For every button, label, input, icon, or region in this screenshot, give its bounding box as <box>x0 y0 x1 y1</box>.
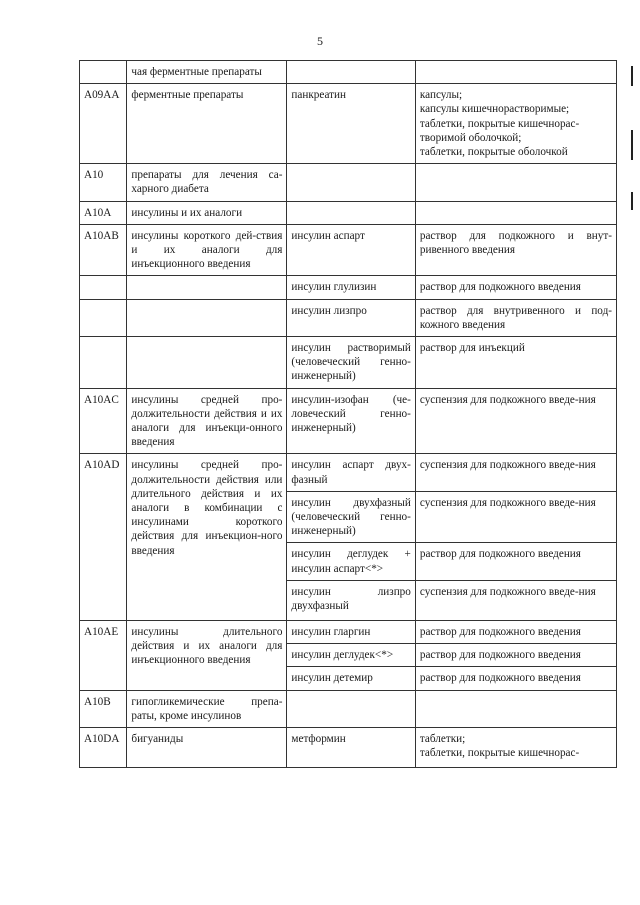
drug-name-cell <box>287 164 415 201</box>
group-cell <box>127 299 287 336</box>
table-row <box>80 61 617 84</box>
dosage-form-cell: суспензия для подкожного введе-ния <box>415 580 616 620</box>
drug-name-cell: инсулин растворимый (человеческий генно-инженерный) <box>287 337 415 389</box>
dosage-form-cell <box>415 727 616 767</box>
atc-code-cell: A10A <box>80 201 127 224</box>
group-cell <box>127 337 287 389</box>
dosage-form: таблетки; <box>419 732 466 745</box>
group-cell: инсулины длительного действия и их аналоги для инъекционного введения <box>127 620 287 690</box>
dosage-form-cell: раствор для подкожного и внут-ривенного введения <box>415 224 616 276</box>
drug-name-cell <box>287 201 415 224</box>
dosage-form-cell: суспензия для подкожного введе-ния <box>415 491 616 543</box>
atc-code-cell <box>80 276 127 299</box>
drug-name-cell: инсулин гларгин <box>287 620 415 643</box>
group-cell: инсулины и их аналоги <box>127 201 287 224</box>
dosage-form: капсулы; <box>419 89 463 102</box>
drug-name-cell: инсулин аспарт <box>287 224 415 276</box>
atc-code-cell <box>80 299 127 336</box>
dosage-form-cell <box>415 61 616 84</box>
medicines-table <box>79 60 617 768</box>
drug-name-cell: инсулин деглудек<*> <box>287 644 415 667</box>
dosage-form: творимой оболочкой; <box>419 131 522 144</box>
drug-name-cell <box>287 690 415 727</box>
dosage-form-cell: раствор для подкожного введения <box>415 667 616 690</box>
dosage-form: таблетки, покрытые кишечнорас- <box>419 747 580 760</box>
dosage-form-cell: суспензия для подкожного введе-ния <box>415 454 616 491</box>
group-cell: гипогликемические препа-раты, кроме инсулинов <box>127 690 287 727</box>
dosage-form-cell <box>415 84 616 164</box>
dosage-form: таблетки, покрытые оболочкой <box>419 146 568 159</box>
atc-code-cell <box>80 61 127 84</box>
atc-code-cell: A10AE <box>80 620 127 690</box>
group-cell: бигуаниды <box>127 727 287 767</box>
dosage-form-cell: раствор для подкожного введения <box>415 620 616 643</box>
atc-code-cell: A10AB <box>80 224 127 276</box>
table-row <box>80 201 617 224</box>
drug-name-cell: инсулин глулизин <box>287 276 415 299</box>
page-number: 5 <box>317 34 323 48</box>
dosage-form-cell: раствор для подкожного введения <box>415 276 616 299</box>
group-cell: инсулины короткого дей-ствия и их аналоги для инъекционного введения <box>127 224 287 276</box>
table-row <box>80 276 617 299</box>
table-row <box>80 454 617 491</box>
group-cell: чая ферментные препараты <box>127 61 287 84</box>
table-row <box>80 388 617 454</box>
atc-code-cell: A10DA <box>80 727 127 767</box>
drug-name-cell: инсулин-изофан (че-ловеческий генно-инженерный) <box>287 388 415 454</box>
table-row <box>80 164 617 201</box>
table-row <box>80 620 617 643</box>
dosage-form-cell: раствор для подкожного введения <box>415 644 616 667</box>
group-cell: инсулины средней про-должительности действия или длительного действия и их аналоги в комбинации с инсулинами короткого действия для инъекцион-ного введения <box>127 454 287 620</box>
drug-name-cell: инсулин детемир <box>287 667 415 690</box>
drug-name-cell: инсулин двухфазный (человеческий генно-инженерный) <box>287 491 415 543</box>
margin-mark <box>631 192 633 210</box>
margin-mark <box>631 130 633 160</box>
drug-name-cell: инсулин аспарт двух-фазный <box>287 454 415 491</box>
dosage-form-cell <box>415 164 616 201</box>
table-row <box>80 84 617 164</box>
drug-name-cell <box>287 61 415 84</box>
table-row <box>80 690 617 727</box>
drug-name-cell: панкреатин <box>287 84 415 164</box>
atc-code-cell: A10AD <box>80 454 127 620</box>
dosage-form-cell: раствор для подкожного введения <box>415 543 616 580</box>
drug-name-cell: метформин <box>287 727 415 767</box>
atc-code-cell: A09AA <box>80 84 127 164</box>
dosage-form: таблетки, покрытые кишечнорас- <box>419 117 580 130</box>
dosage-form-cell: раствор для внутривенного и под-кожного введения <box>415 299 616 336</box>
table-row <box>80 727 617 767</box>
atc-code-cell <box>80 337 127 389</box>
table-row <box>80 337 617 389</box>
drug-name-cell: инсулин лизпро двухфазный <box>287 580 415 620</box>
dosage-form-cell <box>415 201 616 224</box>
group-cell: препараты для лечения са-харного диабета <box>127 164 287 201</box>
atc-code-cell: A10B <box>80 690 127 727</box>
dosage-form-cell: суспензия для подкожного введе-ния <box>415 388 616 454</box>
group-cell: инсулины средней про-должительности действия и их аналоги для инъекци-онного введения <box>127 388 287 454</box>
drug-name-cell: инсулин лизпро <box>287 299 415 336</box>
table-row <box>80 224 617 276</box>
dosage-form: капсулы кишечнорастворимые; <box>419 103 570 116</box>
atc-code-cell: A10 <box>80 164 127 201</box>
table-row <box>80 299 617 336</box>
drug-name-cell: инсулин деглудек + инсулин аспарт<*> <box>287 543 415 580</box>
group-cell: ферментные препараты <box>127 84 287 164</box>
dosage-form-cell <box>415 690 616 727</box>
atc-code-cell: A10AC <box>80 388 127 454</box>
dosage-form-cell: раствор для инъекций <box>415 337 616 389</box>
margin-mark <box>631 66 633 86</box>
group-cell <box>127 276 287 299</box>
